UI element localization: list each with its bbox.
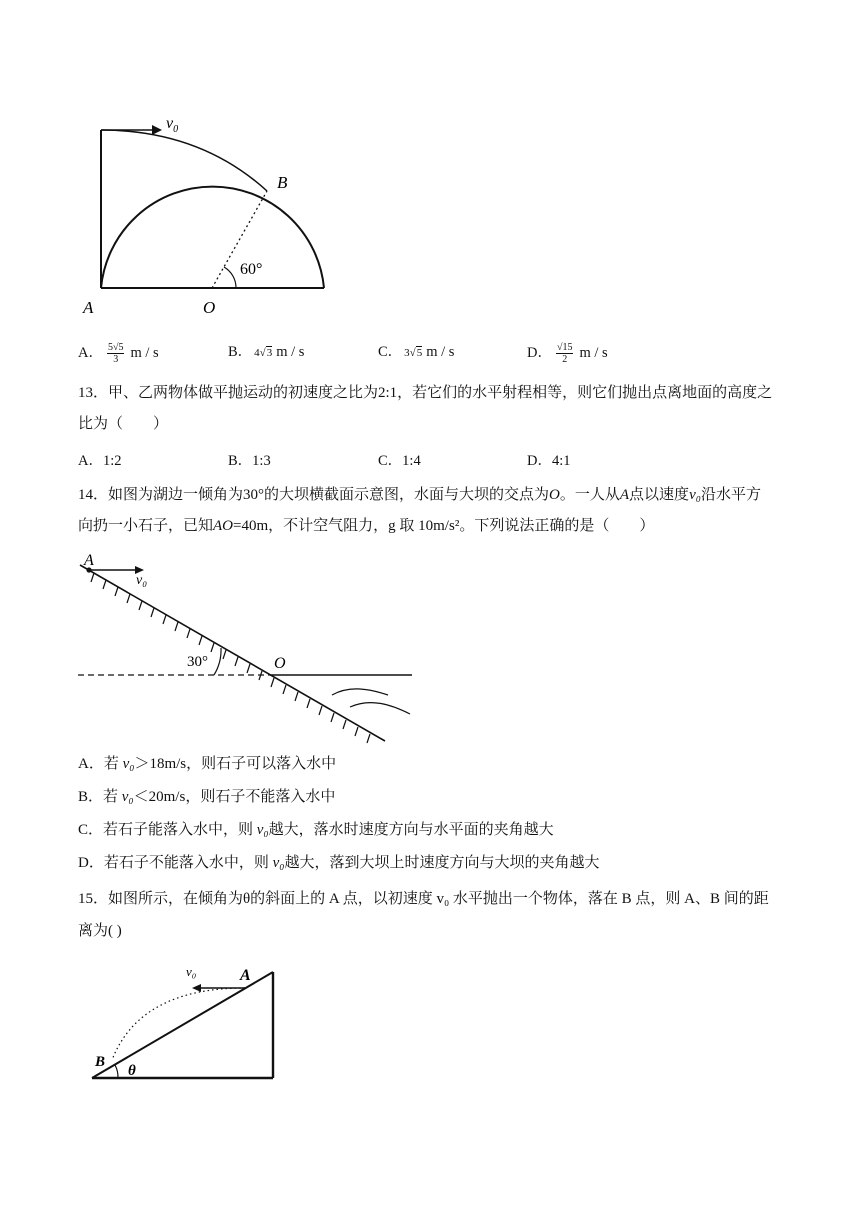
q14-option-c: C．若石子能落入水中，则 v₀越大，落水时速度方向与水平面的夹角越大 [78,822,554,838]
v0-arrowhead [192,984,201,992]
fraction: $\frac{5√5}{3}$ [107,342,124,365]
angle-label: 60° [240,261,263,278]
q14-option-b: B．若 v₀＜20m/s，则石子不能落入水中 [78,789,336,805]
angle-arc [214,648,221,675]
q12-option-a: A． $\frac{5√5}{3}$ m / s [78,342,159,365]
q13-option-b: B．1:3 [228,453,271,469]
angle-arc [224,267,236,288]
angle-arc [115,1065,118,1078]
trajectory-curve [112,988,245,1060]
water-wave-1 [332,689,388,695]
point-o-label: O [274,655,286,672]
q13-option-a: A．1:2 [78,453,122,469]
point-o-label: O [203,298,216,317]
q12-option-b: B． 4√3 m / s [228,342,304,363]
point-a-label: A [84,552,94,569]
q14-option-a: A．若 v₀＞18m/s，则石子可以落入水中 [78,756,337,772]
fraction: $\frac{√15}{2}$ [556,342,573,365]
dam-figure [70,548,420,748]
q14-text-line2: 向扔一小石子，已知AO=40m，不计空气阻力，g 取 10m/s²。下列说法正确的是（ ） [78,518,655,534]
q14-text-line1: 14．如图为湖边一倾角为30°的大坝横截面示意图，水面与大坝的交点为O。一人从A点以速度v₀沿水平方 [78,487,761,503]
incline-figure [80,958,300,1088]
point-b-label: B [95,1054,106,1070]
incline-hypotenuse [92,972,273,1078]
q13-option-d: D．4:1 [527,453,571,469]
dam-hatching [91,573,370,743]
v0-label: v₀ [136,573,148,588]
radical: 4√3 [254,346,273,359]
v0-arrowhead [152,125,162,135]
point-a-label: A [240,967,251,984]
q14-option-d: D．若石子不能落入水中，则 v₀越大，落到大坝上时速度方向与大坝的夹角越大 [78,855,600,871]
radical: 3√5 [404,346,423,359]
semicircle-figure [70,108,350,318]
v0-label: v₀ [186,964,197,979]
semicircle-arc [101,187,324,288]
angle-label: θ [128,1063,136,1079]
v0-label: $v_0$ [166,115,179,135]
q15-text-line1: 15．如图所示，在倾角为θ的斜面上的 A 点，以初速度 v₀ 水平抛出一个物体，落在 B 点，则 A、B 间的距 [78,891,769,907]
point-a-label: A [83,298,94,317]
q13-option-c: C．1:4 [378,453,421,469]
trajectory-curve [101,130,267,191]
q13-text-line2: 比为（ ） [78,416,169,432]
water-wave-2 [350,703,410,714]
q15-text-line2: 离为( ) [78,923,122,939]
point-b-label: B [277,173,288,192]
q12-option-d: D． $\frac{√15}{2}$ m / s [527,342,608,365]
angle-label: 30° [187,654,208,670]
q12-option-c: C． 3√5 m / s [378,342,454,363]
dam-slope [80,565,385,741]
q13-text-line1: 13．甲、乙两物体做平抛运动的初速度之比为2:1，若它们的水平射程相等，则它们抛出点离地面的高度之 [78,385,773,401]
